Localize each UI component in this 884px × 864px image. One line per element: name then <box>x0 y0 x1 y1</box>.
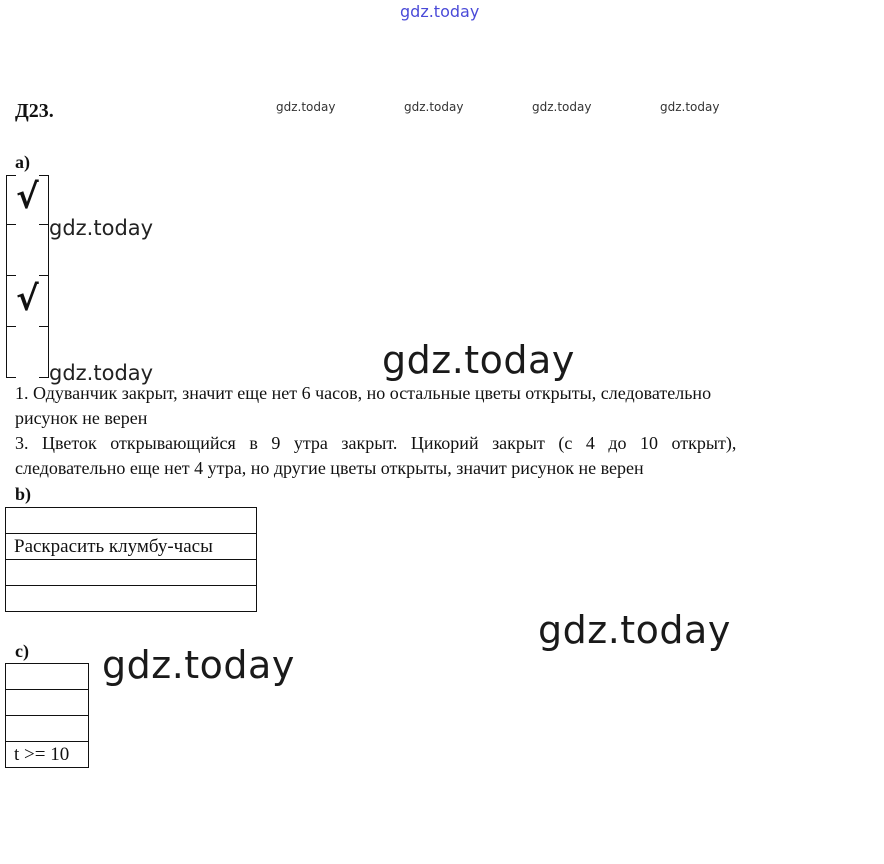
stack-right-border <box>48 175 49 378</box>
part-c-label: c) <box>15 641 29 661</box>
table-cell <box>6 716 89 742</box>
explanation-line: следовательно еще нет 4 утра, но другие цветы открыты, значит рисунок не верен <box>15 458 644 478</box>
cell-divider <box>6 175 16 176</box>
table-cell: t >= 10 <box>6 742 89 768</box>
watermark-mid: gdz.today <box>49 361 154 385</box>
explanation-line: рисунок не верен <box>15 408 148 428</box>
table-cell <box>6 560 257 586</box>
table-row <box>6 586 257 612</box>
watermark-top: gdz.today <box>400 2 480 21</box>
table-cell: Раскрасить клумбу-часы <box>6 534 257 560</box>
checkmark-icon: √ <box>16 279 39 319</box>
table-cell <box>6 664 89 690</box>
cell-divider <box>39 175 49 176</box>
cell-divider <box>6 377 16 378</box>
part-a-label: а) <box>15 152 30 172</box>
table-row <box>6 716 89 742</box>
part-b-label: b) <box>15 484 32 504</box>
table-row <box>6 508 257 534</box>
table-row <box>6 690 89 716</box>
watermark-mid: gdz.today <box>49 216 154 240</box>
table-cell <box>6 690 89 716</box>
table-row <box>6 664 89 690</box>
explanation-line: 1. Одуванчик закрыт, значит еще нет 6 часов, но остальные цветы открыты, следовательно <box>15 383 712 403</box>
watermark-big: gdz.today <box>538 608 731 652</box>
table-row <box>6 742 89 768</box>
explanation-line: 3. Цветок открывающийся в 9 утра закрыт. Цикорий закрыт (с 4 до 10 открыт), <box>15 433 737 453</box>
cell-divider <box>6 224 16 225</box>
watermark-small: gdz.today <box>532 100 592 114</box>
checkmark-icon: √ <box>16 177 39 217</box>
part-b-table <box>5 507 257 612</box>
table-row <box>6 560 257 586</box>
stack-left-border <box>6 175 7 378</box>
part-c-table <box>5 663 89 768</box>
watermark-big: gdz.today <box>382 338 575 382</box>
part-a-cell-stack <box>6 175 49 378</box>
watermark-big: gdz.today <box>102 643 295 687</box>
cell-divider <box>39 377 49 378</box>
cell-divider <box>39 275 49 276</box>
watermark-small: gdz.today <box>660 100 720 114</box>
table-cell <box>6 586 257 612</box>
cell-divider <box>6 326 16 327</box>
table-row <box>6 534 257 560</box>
cell-divider <box>39 326 49 327</box>
cell-divider <box>39 224 49 225</box>
cell-divider <box>6 275 16 276</box>
watermark-small: gdz.today <box>404 100 464 114</box>
task-heading: Д23. <box>15 100 54 122</box>
watermark-small: gdz.today <box>276 100 336 114</box>
table-cell <box>6 508 257 534</box>
